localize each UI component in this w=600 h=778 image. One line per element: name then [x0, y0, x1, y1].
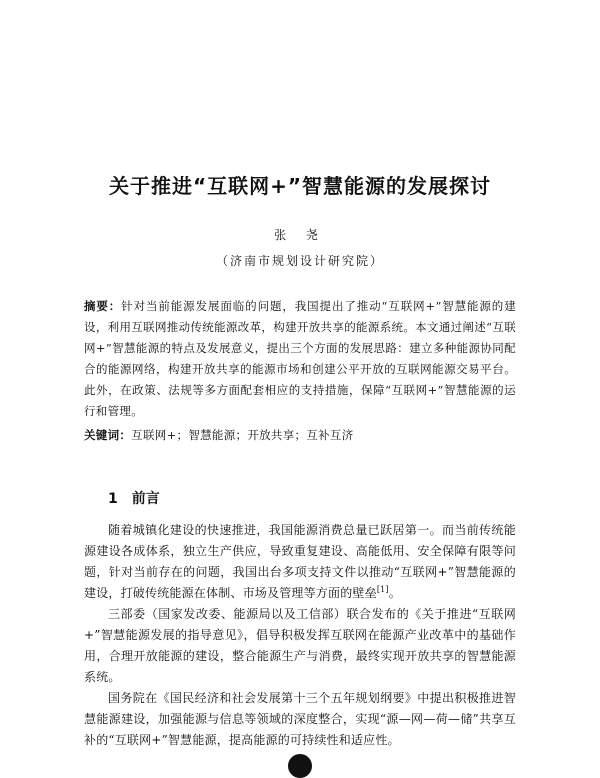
- paragraph-tail: 。: [388, 586, 401, 600]
- body-paragraph: 三部委（国家发改委、能源局以及工信部）联合发布的《关于推进“互联网+”智慧能源发展的指导意见》，倡导积极发挥互联网在能源产业改革中的基础作用，合理开放能源的建设，整合能源生产与消费，最终实现开放共享的智慧能源系统。: [84, 607, 516, 684]
- citation-reference: [1]: [376, 585, 389, 594]
- section-heading: [108, 488, 160, 508]
- keywords-label: 关键词：: [84, 428, 132, 442]
- abstract-text: 针对当前能源发展面临的问题，我国提出了推动“互联网+”智慧能源的建设，利用互联网推动传统能源改革，构建开放共享的能源系统。本文通过阐述“互联网+”智慧能源的特点及发展意义，提出三个方面的发展思路：建立多种能源协同配合的能源网络，构建开放共享的能源市场和创建公平开放的互联网能源交易平台。此外，在政策、法规等多方面配套相应的支持措施，保障“互联网+”智慧能源的运行和管理。: [84, 299, 516, 418]
- section-number: 1: [108, 491, 118, 507]
- paragraph-text: 随着城镇化建设的快速推进，我国能源消费总量已跃居第一。而当前传统能源建设各成体系，独立生产供应，导致重复建设、高能低用、安全保障有限等问题，针对当前存在的问题，我国出台多项支持文件以推动“互联网+”智慧能源的建设，打破传统能源在体制、市场及管理等方面的壁垒: [84, 523, 516, 600]
- author-affiliation: （济南市规划设计研究院）: [215, 254, 384, 268]
- keywords: [84, 425, 516, 445]
- abstract-label: 摘要：: [84, 299, 122, 313]
- page-number-marker: [288, 754, 312, 778]
- section-title: 前言: [131, 491, 160, 507]
- body-paragraph: 国务院在《国民经济和社会发展第十三个五年规划纲要》中提出积极推进智慧能源建设，加强能源与信息等领域的深度整合，实现“源—网—荷—储”共享互补的“互联网+”智慧能源，提高能源的可持续性和适应性。: [84, 691, 516, 747]
- paper-title: 关于推进“互联网+”智慧能源的发展探讨: [108, 174, 492, 198]
- body-text: [84, 520, 516, 751]
- abstract: [84, 296, 516, 422]
- body-paragraph: [84, 520, 516, 604]
- keywords-text: 互联网+；智慧能源；开放共享；互补互济: [131, 428, 354, 442]
- author-name: 张 尧: [274, 228, 326, 242]
